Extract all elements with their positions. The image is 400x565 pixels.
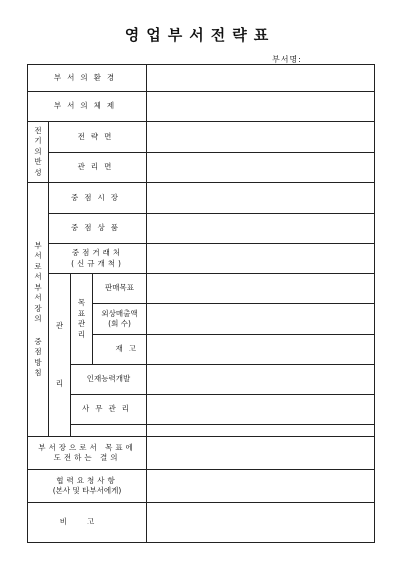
focus-market-label: 중점시장 xyxy=(49,183,147,214)
row-strategy-side xyxy=(28,122,375,153)
system-label: 부서의체제 xyxy=(28,92,147,122)
spacer-cell xyxy=(71,425,147,437)
collection-label: 외상매출액 (회 수) xyxy=(93,304,147,335)
row-focus-market xyxy=(28,183,375,214)
strategy-form-table xyxy=(27,64,375,543)
page-title: 영업부서전략표 xyxy=(124,26,276,44)
cooperation-label: 협력요청사항 (본사 및 타부서에게) xyxy=(28,470,147,503)
inventory-label: 재고 xyxy=(93,335,147,365)
row-spacer xyxy=(28,425,375,437)
focus-product-input-cell[interactable] xyxy=(147,214,375,244)
row-cooperation xyxy=(28,470,375,503)
management-side-input-cell[interactable] xyxy=(147,153,375,183)
environment-input-cell[interactable] xyxy=(147,65,375,92)
office-management-input-cell[interactable] xyxy=(147,395,375,425)
capability-dev-label: 인재능력개발 xyxy=(71,365,147,395)
row-environment xyxy=(28,65,375,92)
office-management-label: 사무관리 xyxy=(71,395,147,425)
sales-target-input-cell[interactable] xyxy=(147,274,375,304)
sales-target-label: 판매목표 xyxy=(93,274,147,304)
cooperation-input-cell[interactable] xyxy=(147,470,375,503)
management-label: 관 리 xyxy=(49,274,71,437)
decision-input-cell[interactable] xyxy=(147,437,375,470)
department-head-policy-label: 부서로서부서장의 중점방침 xyxy=(28,183,49,437)
focus-client-input-cell[interactable] xyxy=(147,244,375,274)
remarks-input-cell[interactable] xyxy=(147,503,375,543)
environment-label: 부서의환경 xyxy=(28,65,147,92)
department-name-label: 부서명: xyxy=(272,55,302,64)
row-decision xyxy=(28,437,375,470)
focus-market-input-cell[interactable] xyxy=(147,183,375,214)
row-system xyxy=(28,92,375,122)
focus-product-label: 중점상품 xyxy=(49,214,147,244)
collection-input-cell[interactable] xyxy=(147,304,375,335)
strategy-side-label: 전략면 xyxy=(49,122,147,153)
row-capability-dev xyxy=(28,365,375,395)
row-management-side xyxy=(28,153,375,183)
system-input-cell[interactable] xyxy=(147,92,375,122)
row-focus-product xyxy=(28,214,375,244)
capability-dev-input-cell[interactable] xyxy=(147,365,375,395)
inventory-input-cell[interactable] xyxy=(147,335,375,365)
remarks-label: 비고 xyxy=(28,503,147,543)
focus-client-label: 중점거래처 (신규개척) xyxy=(49,244,147,274)
management-side-label: 관리면 xyxy=(49,153,147,183)
decision-label: 부서장으로서 목표에 도전하는 결의 xyxy=(28,437,147,470)
row-office-management xyxy=(28,395,375,425)
target-management-label: 목표관리 xyxy=(71,274,93,365)
spacer-input-cell[interactable] xyxy=(147,425,375,437)
row-focus-client xyxy=(28,244,375,274)
row-sales-target xyxy=(28,274,375,304)
period-reflection-label: 전기의반성 xyxy=(28,122,49,183)
row-remarks xyxy=(28,503,375,543)
strategy-side-input-cell[interactable] xyxy=(147,122,375,153)
